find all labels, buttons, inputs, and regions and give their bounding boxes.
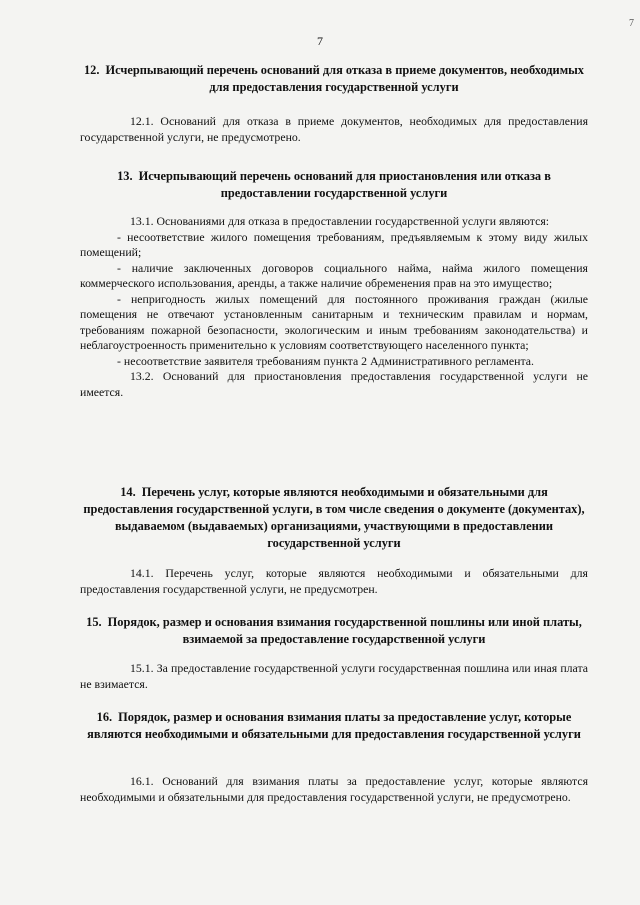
list-item: - наличие заключенных договоров социального найма, найма жилого помещения коммерческого использования, аренды, а также наличие обременения прав на это имущество; bbox=[80, 260, 588, 290]
section-12-body bbox=[80, 114, 588, 145]
section-15-body bbox=[80, 661, 588, 692]
section-15-number: 15. bbox=[86, 615, 102, 629]
paragraph-12-1: 12.1. Оснований для отказа в приеме документов, необходимых для предоставления государственной услуги, не предусмотрено. bbox=[80, 114, 588, 144]
section-15-title-text: Порядок, размер и основания взимания государственной пошлины или иной платы, взимаемой за предоставление государственной услуги bbox=[107, 615, 582, 646]
section-13-title-text: Исчерпывающий перечень оснований для приостановления или отказа в предоставлении государственной услуги bbox=[138, 169, 551, 200]
paragraph-16-1: 16.1. Оснований для взимания платы за предоставление услуг, которые являются необходимыми и обязательными для предоставления государственной услуги, не предусмотрено. bbox=[80, 774, 588, 804]
section-12 bbox=[80, 62, 588, 96]
section-12-title bbox=[80, 62, 588, 96]
section-16-title-text: Порядок, размер и основания взимания платы за предоставление услуг, которые являются необходимыми и обязательными для предоставления государственной услуги bbox=[87, 710, 581, 741]
section-14-title-text: Перечень услуг, которые являются необходимыми и обязательными для предоставления государственной услуги, в том числе сведения о документе (документах), выдаваемом (выдаваемых) организациями, участвующими в предоставлении государственной услуги bbox=[83, 485, 585, 550]
list-item: - несоответствие жилого помещения требованиям, предъявляемым к этому виду жилых помещений; bbox=[80, 229, 588, 259]
section-13-number: 13. bbox=[117, 169, 133, 183]
section-16-title bbox=[80, 709, 588, 743]
section-13-title bbox=[80, 168, 588, 202]
section-12-number: 12. bbox=[83, 63, 100, 77]
section-16-number: 16. bbox=[96, 710, 113, 724]
paragraph-13-1: 13.1. Основаниями для отказа в предоставлении государственной услуги являются: bbox=[130, 214, 550, 228]
page-number: 7 bbox=[317, 34, 323, 48]
list-item: - несоответствие заявителя требованиям пункта 2 Административного регламента. bbox=[117, 353, 534, 368]
list-item: - непригодность жилых помещений для постоянного проживания граждан (жилые помещения не отвечают установленным санитарным и техническим правилам и нормам, требованиям пожарной безопасности, экологическим и иным требованиям законодательства) и неблагоустроенность применительно к условиям соответствующего населенного пункта; bbox=[80, 291, 588, 352]
paragraph-15-1: 15.1. За предоставление государственной услуги государственная пошлина или иная плата не взимается. bbox=[80, 661, 588, 691]
section-12-title-text: Исчерпывающий перечень оснований для отказа в приеме документов, необходимых для предоставления государственной услуги bbox=[105, 63, 584, 94]
section-14 bbox=[80, 484, 588, 552]
section-15-title bbox=[80, 614, 588, 648]
section-13 bbox=[80, 168, 588, 202]
section-15 bbox=[80, 614, 588, 648]
corner-mark: 7 bbox=[629, 18, 634, 29]
section-16 bbox=[80, 709, 588, 743]
section-14-number: 14. bbox=[120, 485, 136, 499]
paragraph-14-1: 14.1. Перечень услуг, которые являются необходимыми и обязательными для предоставления государственной услуги, не предусмотрен. bbox=[80, 566, 588, 596]
section-13-body bbox=[80, 214, 588, 400]
section-14-body bbox=[80, 566, 588, 597]
section-14-title bbox=[80, 484, 588, 552]
paragraph-13-2: 13.2. Оснований для приостановления предоставления государственной услуги не имеется. bbox=[80, 369, 588, 399]
section-16-body bbox=[80, 774, 588, 805]
